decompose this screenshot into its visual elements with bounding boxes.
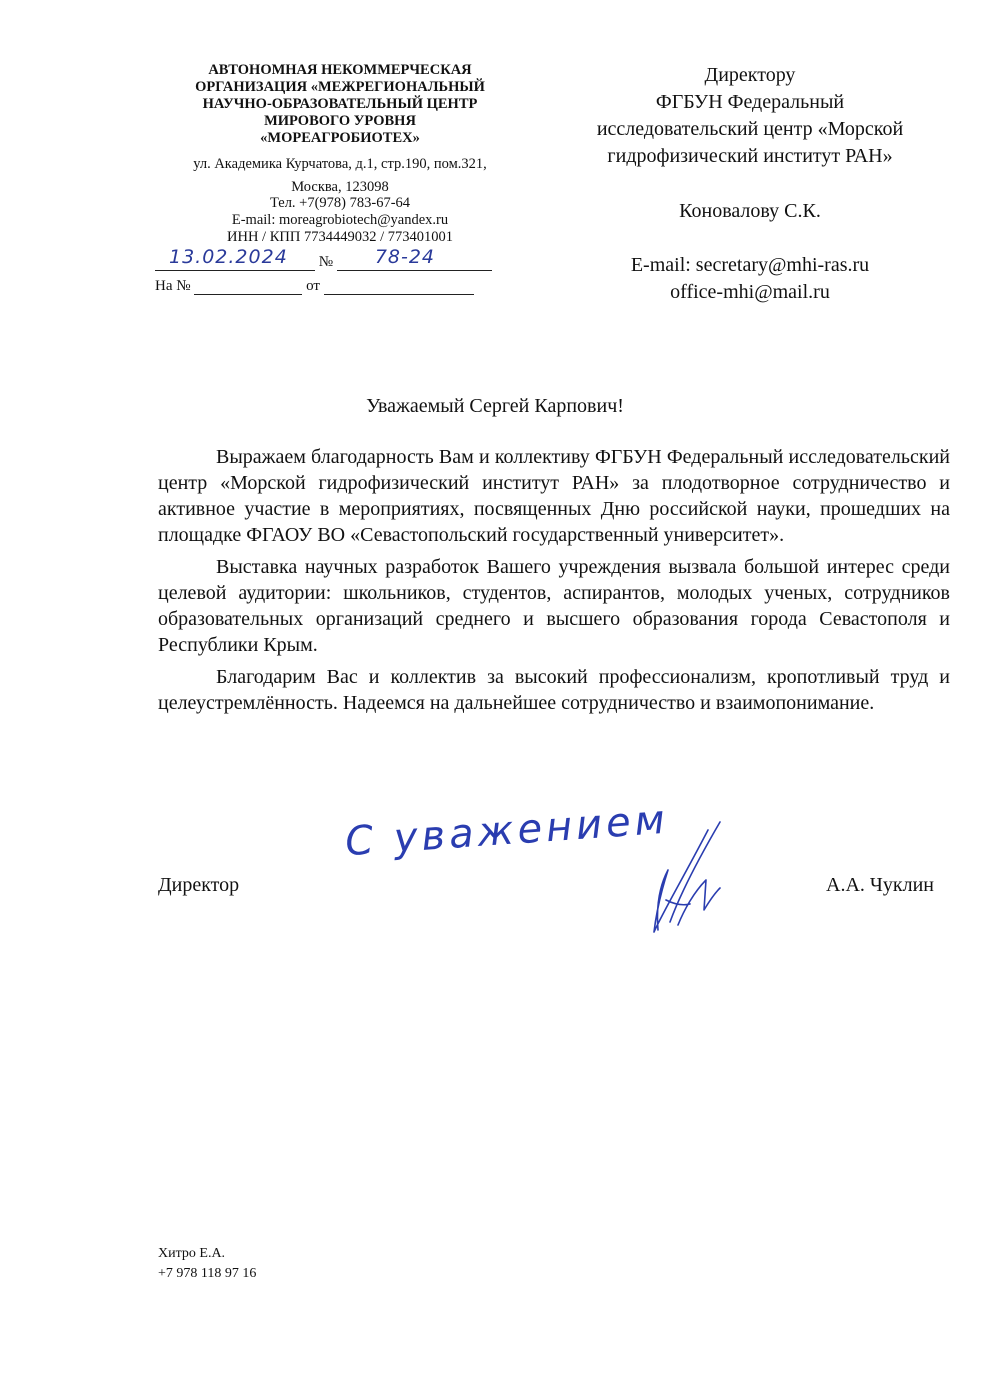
number-label: № (318, 254, 334, 270)
handwritten-number: 78-24 (374, 246, 436, 268)
org-name-line: НАУЧНО-ОБРАЗОВАТЕЛЬНЫЙ ЦЕНТР (202, 96, 478, 112)
sender-email: E-mail: moreagrobiotech@yandex.ru (231, 212, 449, 228)
ref-label: На № (155, 278, 191, 294)
org-name-line: «МОРЕАГРОБИОТЕХ» (260, 130, 420, 146)
recipient-email-1: E-mail: secretary@mhi-ras.ru (630, 254, 870, 276)
ref-date-field (324, 276, 474, 295)
recipient-line: ФГБУН Федеральный (655, 91, 845, 113)
signatory-title: Директор (158, 874, 240, 896)
body-paragraph: Выставка научных разработок Вашего учреждения вызвала большой интерес среди целевой аудитории: школьников, студентов, аспирантов, молодых ученых, сотрудников образовательных организаций среднего и высшего образования города Севастополя и Республики Крым. (158, 556, 950, 656)
recipient-line: исследовательский центр «Морской (596, 118, 904, 140)
recipient-line: гидрофизический институт РАН» (607, 145, 893, 167)
body-paragraph: Благодарим Вас и коллектив за высокий профессионализм, кропотливый труд и целеустремлённость. Надеемся на дальнейшее сотрудничество и взаимопонимание. (158, 666, 950, 714)
recipient-name: Коновалову С.К. (679, 200, 821, 222)
number-field (337, 246, 492, 271)
sender-address-line1: ул. Академика Курчатова, д.1, стр.190, пом.321, (193, 156, 487, 172)
registration-date-row (155, 246, 492, 271)
registration-ref-row (155, 276, 474, 295)
signatory-name: А.А. Чуклин (826, 874, 934, 896)
executor-name: Хитро Е.А. (158, 1246, 226, 1261)
executor-phone: +7 978 118 97 16 (158, 1266, 257, 1281)
letter-body (158, 444, 950, 722)
body-paragraph: Выражаем благодарность Вам и коллективу ФГБУН Федеральный исследовательский центр «Морской гидрофизический институт РАН» за плодотворное сотрудничество и активное участие в мероприятиях, посвященных Дню российской науки, прошедших на площадке ФГАОУ ВО «Севастопольский государственный университет». (158, 446, 950, 546)
sender-address-line2: Москва, 123098 (291, 179, 389, 195)
recipient-email-2: office-mhi@mail.ru (670, 281, 830, 303)
sender-org-name (150, 62, 530, 147)
date-field (155, 246, 315, 271)
signature-mark (630, 810, 740, 940)
org-name-line: МИРОВОГО УРОВНЯ (264, 113, 416, 129)
from-label: от (306, 278, 320, 294)
sender-phone: Тел. +7(978) 783-67-64 (269, 195, 411, 211)
ref-number-field (194, 276, 302, 295)
org-name-line: ОРГАНИЗАЦИЯ «МЕЖРЕГИОНАЛЬНЫЙ (195, 79, 485, 95)
org-name-line: АВТОНОМНАЯ НЕКОММЕРЧЕСКАЯ (208, 62, 472, 78)
handwritten-closing: С уважением (343, 796, 671, 866)
sender-inn-kpp: ИНН / КПП 7734449032 / 773401001 (227, 229, 453, 245)
handwritten-date: 13.02.2024 (169, 246, 288, 268)
salutation: Уважаемый Сергей Карпович! (366, 395, 624, 417)
recipient-line: Директору (704, 64, 796, 86)
